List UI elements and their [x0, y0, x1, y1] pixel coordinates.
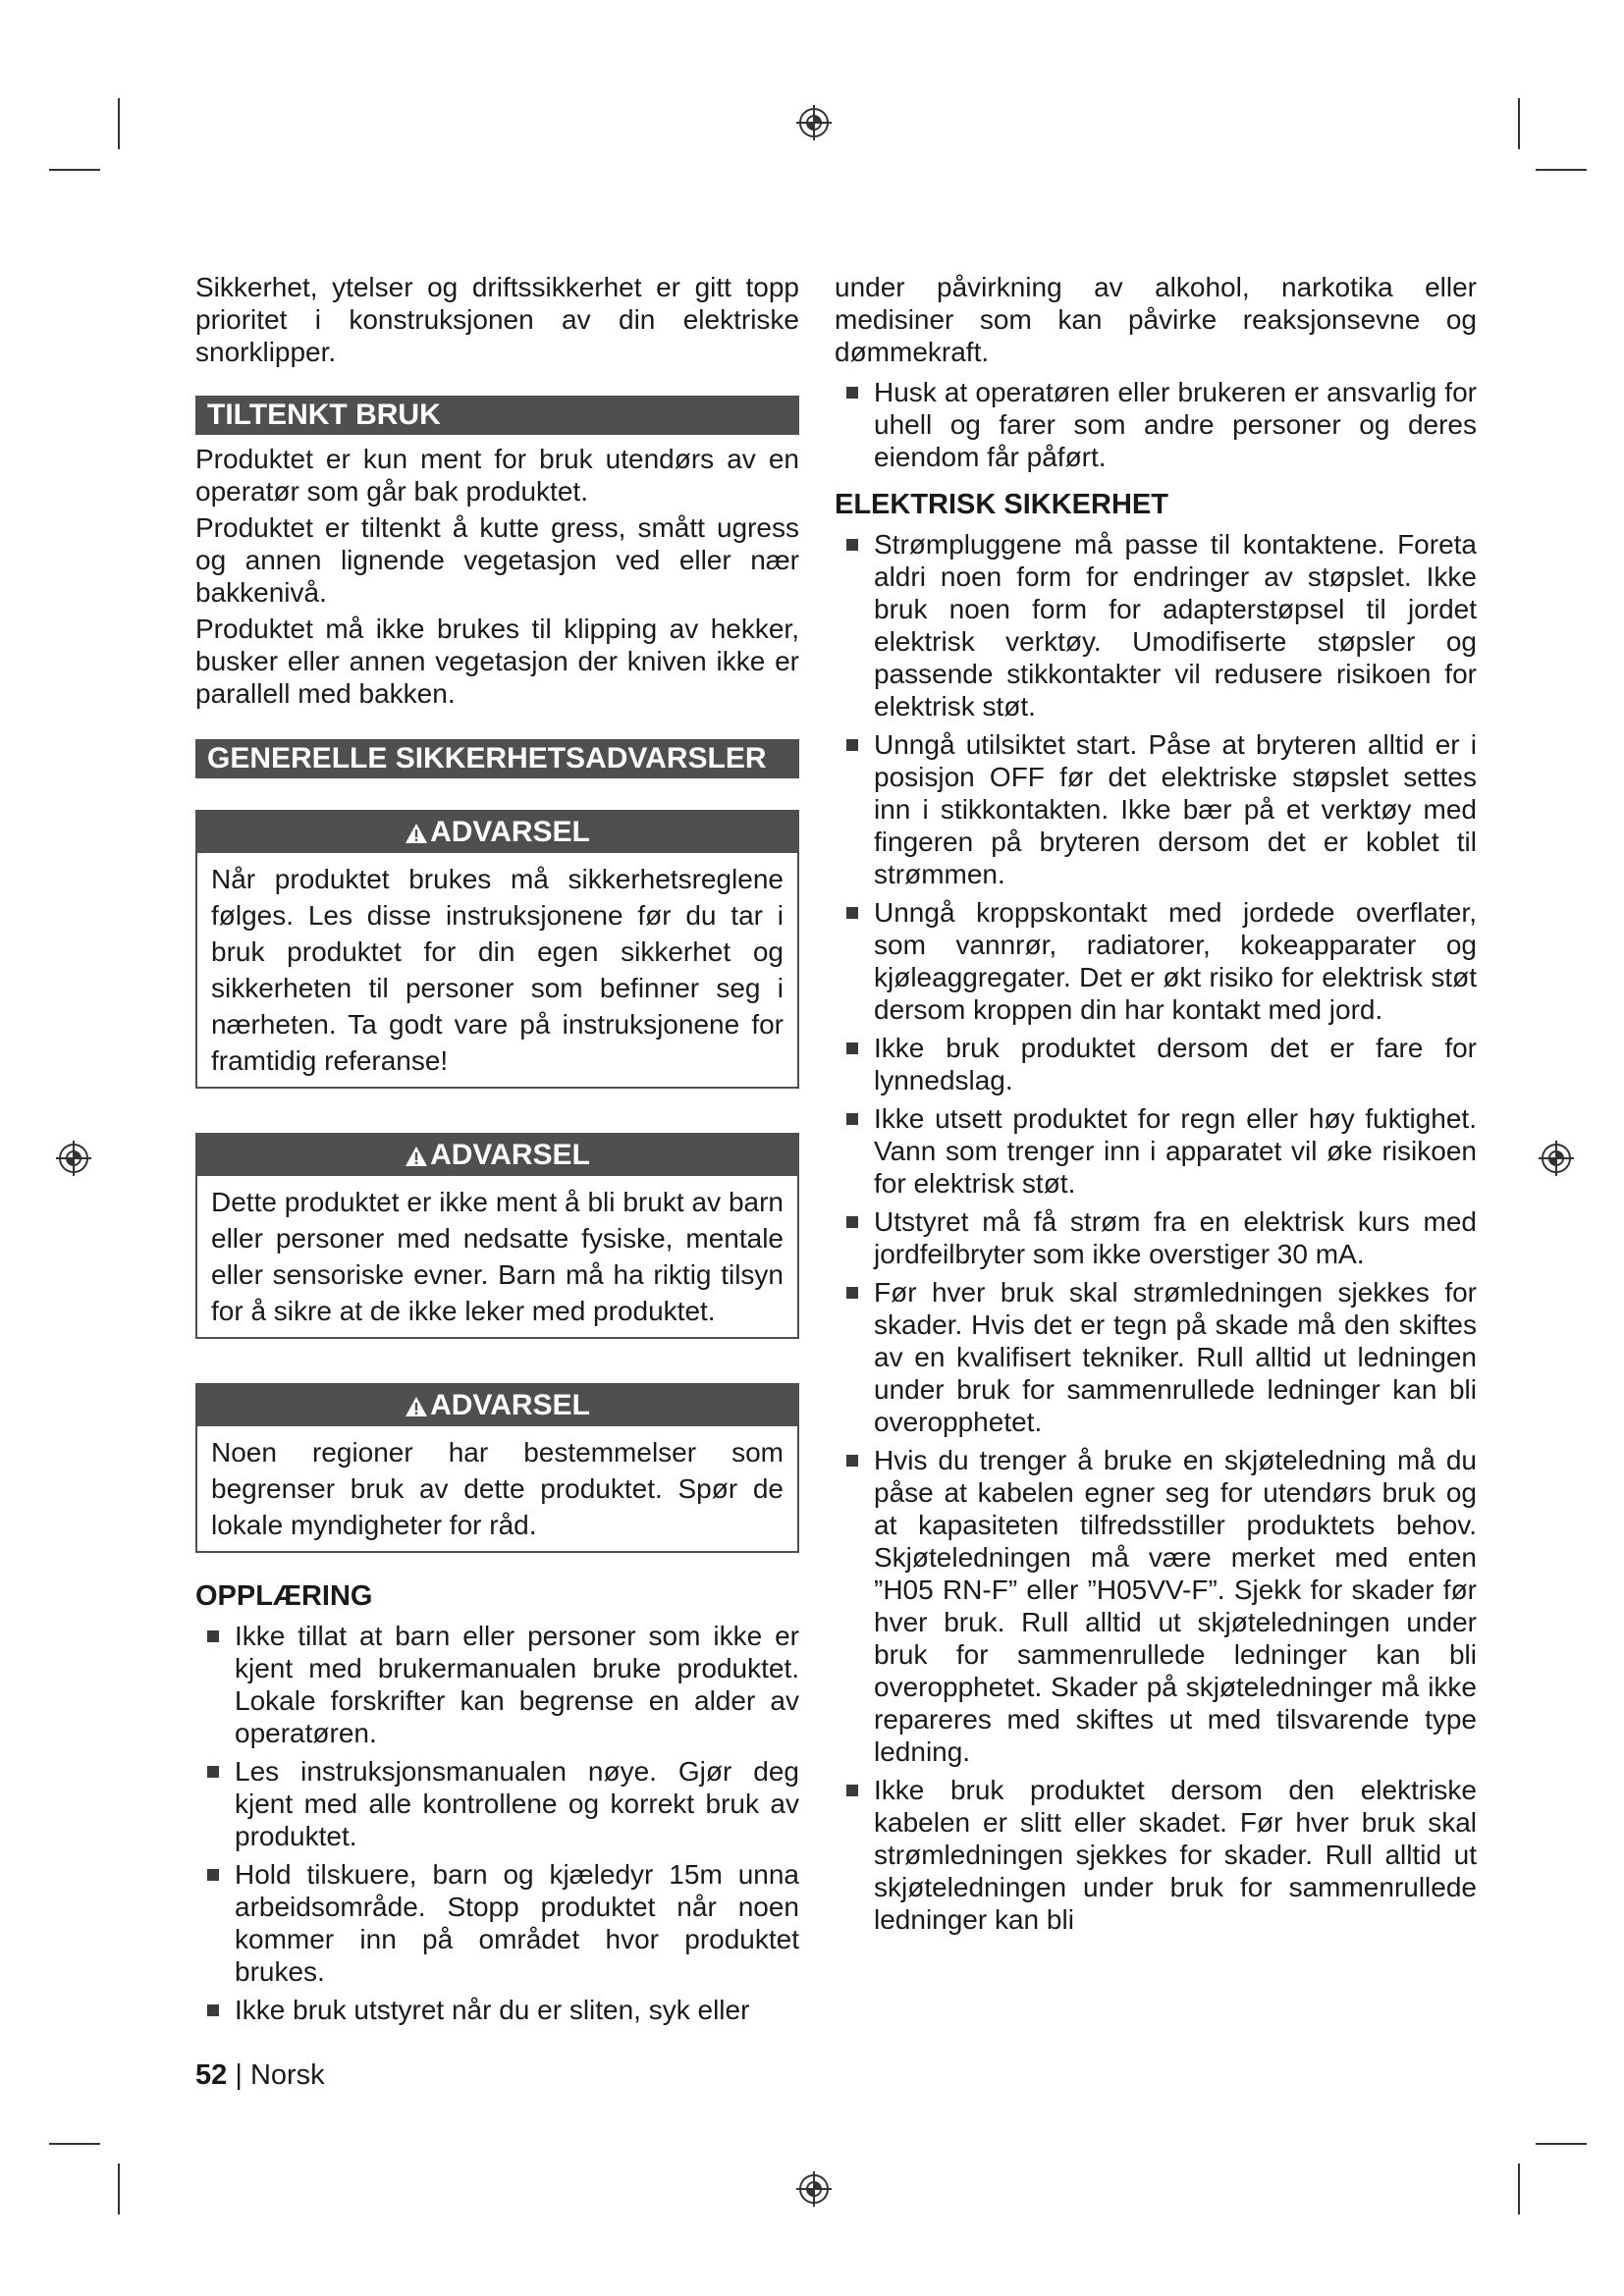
warning-box	[195, 810, 799, 1089]
list-item	[195, 1620, 799, 1749]
bullet-icon	[846, 387, 858, 399]
section-heading-intended-use: TILTENKT BRUK	[195, 396, 799, 435]
bullet-icon	[846, 539, 858, 551]
bullet-icon	[207, 1766, 219, 1778]
crop-mark	[1536, 2143, 1587, 2145]
section-heading-general-warnings: GENERELLE SIKKERHETSADVARSLER	[195, 739, 799, 778]
bullet-icon	[846, 1042, 858, 1054]
bullet-icon	[207, 2004, 219, 2016]
warning-triangle-icon	[405, 1146, 428, 1167]
list-item-text: Ikke bruk produktet dersom det er fare for lynnedslag.	[874, 1033, 1477, 1095]
crop-mark	[49, 169, 100, 171]
bullet-icon	[846, 1455, 858, 1467]
list-item-text: Husk at operatøren eller brukeren er ansvarlig for uhell og farer som andre personer og deres eiendom får påført.	[874, 377, 1477, 472]
warning-header	[197, 812, 797, 853]
list-item	[835, 728, 1477, 890]
warning-label: ADVARSEL	[430, 816, 590, 848]
warning-text: Dette produktet er ikke ment å bli brukt av barn eller personer med nedsatte fysiske, mentale eller sensoriske evner. Barn må ha riktig tilsyn for å sikre at de ikke leker med produktet.	[211, 1187, 784, 1326]
list-item	[195, 1994, 799, 2026]
page-footer	[195, 2059, 325, 2092]
warning-label: ADVARSEL	[430, 1139, 590, 1171]
list-item-text: Ikke bruk utstyret når du er sliten, syk eller	[235, 1995, 750, 2025]
intro-paragraph: Sikkerhet, ytelser og driftssikkerhet er gitt topp prioritet i konstruksjonen av din elektriske snorklipper.	[195, 272, 799, 367]
bullet-icon	[846, 907, 858, 919]
intended-use-paragraph: Produktet er kun ment for bruk utendørs av en operatør som går bak produktet.	[195, 444, 799, 507]
crop-mark	[49, 2143, 100, 2145]
registration-mark-icon	[794, 2169, 834, 2209]
warning-header	[197, 1135, 797, 1176]
bullet-icon	[846, 1287, 858, 1299]
list-item-text: Utstyret må få strøm fra en elektrisk kurs med jordfeilbryter som ikke overstiger 30 mA.	[874, 1206, 1477, 1269]
crop-mark	[1518, 2163, 1520, 2215]
continuation-paragraph: under påvirkning av alkohol, narkotika eller medisiner som kan påvirke reaksjonsevne og dømmekraft.	[835, 272, 1477, 367]
list-item-text: Før hver bruk skal strømledningen sjekkes for skader. Hvis det er tegn på skade må den skiftes av en kvalifisert tekniker. Rull alltid ut ledningen under bruk for sammenrullede ledninger kan bli overopphetet.	[874, 1277, 1477, 1437]
list-item	[835, 1276, 1477, 1438]
crop-mark	[118, 2163, 120, 2215]
list-item-text: Strømpluggene må passe til kontaktene. Foreta aldri noen form for endringer av støpslet. Ikke bruk noen form for adapterstøpsel til jordet elektrisk verktøy. Umodifiserte støpsler og passende stikkontakter vil redusere risikoen for elektrisk støt.	[874, 529, 1477, 721]
crop-mark	[118, 98, 120, 149]
section-heading-training: OPPLÆRING	[195, 1580, 373, 1612]
right-column	[835, 271, 1477, 1942]
bullet-icon	[846, 1785, 858, 1796]
list-item-text: Hold tilskuere, barn og kjæledyr 15m unna arbeidsområde. Stopp produktet når noen kommer inn på området hvor produktet brukes.	[235, 1859, 799, 1987]
crop-mark	[1518, 98, 1520, 149]
list-item	[835, 896, 1477, 1026]
list-item	[195, 1858, 799, 1988]
warning-box	[195, 1133, 799, 1339]
list-item-text: Unngå utilsiktet start. Påse at bryteren alltid er i posisjon OFF før det elektriske støpslet settes inn i stikkontakten. Ikke bær på et verktøy med fingeren på bryteren dersom det er koblet til strømmen.	[874, 729, 1477, 889]
intended-use-paragraph: Produktet må ikke brukes til klipping av hekker, busker eller annen vegetasjon der kniven ikke er parallell med bakken.	[195, 614, 799, 709]
warning-header	[197, 1385, 797, 1426]
bullet-icon	[846, 739, 858, 751]
registration-mark-icon	[54, 1139, 93, 1178]
bullet-icon	[207, 1630, 219, 1642]
intended-use-paragraph: Produktet er tiltenkt å kutte gress, smått ugress og annen lignende vegetasjon ved eller nær bakkenivå.	[195, 512, 799, 608]
list-item	[835, 528, 1477, 722]
bullet-icon	[207, 1869, 219, 1881]
list-item-text: Ikke bruk produktet dersom den elektriske kabelen er slitt eller skadet. Før hver bruk skal strømledningen sjekkes for skader. Rull alltid ut skjøteledningen under bruk for sammenrullede ledninger kan bli	[874, 1775, 1477, 1935]
bullet-icon	[846, 1216, 858, 1228]
left-column	[195, 271, 799, 2032]
list-item-text: Ikke tillat at barn eller personer som ikke er kjent med brukermanualen bruke produktet. Lokale forskrifter kan begrense en alder av operatøren.	[235, 1621, 799, 1748]
list-item-text: Ikke utsett produktet for regn eller høy fuktighet. Vann som trenger inn i apparatet vil øke risikoen for elektrisk støt.	[874, 1103, 1477, 1199]
list-item-text: Les instruksjonsmanualen nøye. Gjør deg kjent med alle kontrollene og korrekt bruk av produktet.	[235, 1756, 799, 1851]
list-item	[835, 1774, 1477, 1936]
list-item	[835, 1444, 1477, 1768]
bullet-icon	[846, 1113, 858, 1125]
list-item	[195, 1755, 799, 1852]
section-heading-electrical-safety: ELEKTRISK SIKKERHET	[835, 489, 1168, 520]
list-item	[835, 1032, 1477, 1096]
page-number: 52	[195, 2059, 228, 2091]
footer-separator: |	[235, 2059, 243, 2091]
footer-language: Norsk	[249, 2059, 325, 2091]
warning-text: Når produktet brukes må sikkerhetsreglene følges. Les disse instruksjonene før du tar i bruk produktet for din egen sikkerhet og sikkerheten til personer som befinner seg i nærheten. Ta godt vare på instruksjonene for framtidig referanse!	[211, 864, 784, 1076]
warning-box	[195, 1383, 799, 1553]
registration-mark-icon	[1537, 1139, 1576, 1178]
list-item-text: Unngå kroppskontakt med jordede overflater, som vannrør, radiatorer, kokeapparater og kjøleaggregater. Det er økt risiko for elektrisk støt dersom kroppen din har kontakt med jord.	[874, 897, 1477, 1025]
list-item-text: Hvis du trenger å bruke en skjøteledning må du påse at kabelen egner seg for utendørs bruk og at kapasiteten tilfredsstiller produktets behov. Skjøteledningen må være merket med enten ”H05 RN-F” eller ”H05VV-F”. Sjekk for skader før hver bruk. Rull alltid ut skjøteledningen under bruk for sammenrullede ledninger kan bli overopphetet. Skader på skjøteledninger må ikke repareres med skiftes ut med tilsvarende type ledning.	[874, 1445, 1477, 1767]
warning-triangle-icon	[405, 823, 428, 844]
registration-mark-icon	[794, 103, 834, 142]
list-item	[835, 1102, 1477, 1200]
warning-label: ADVARSEL	[430, 1389, 590, 1421]
list-item	[835, 376, 1477, 473]
warning-triangle-icon	[405, 1396, 428, 1417]
warning-text: Noen regioner har bestemmelser som begrenser bruk av dette produktet. Spør de lokale myndigheter for råd.	[211, 1437, 784, 1540]
list-item	[835, 1205, 1477, 1270]
crop-mark	[1536, 169, 1587, 171]
